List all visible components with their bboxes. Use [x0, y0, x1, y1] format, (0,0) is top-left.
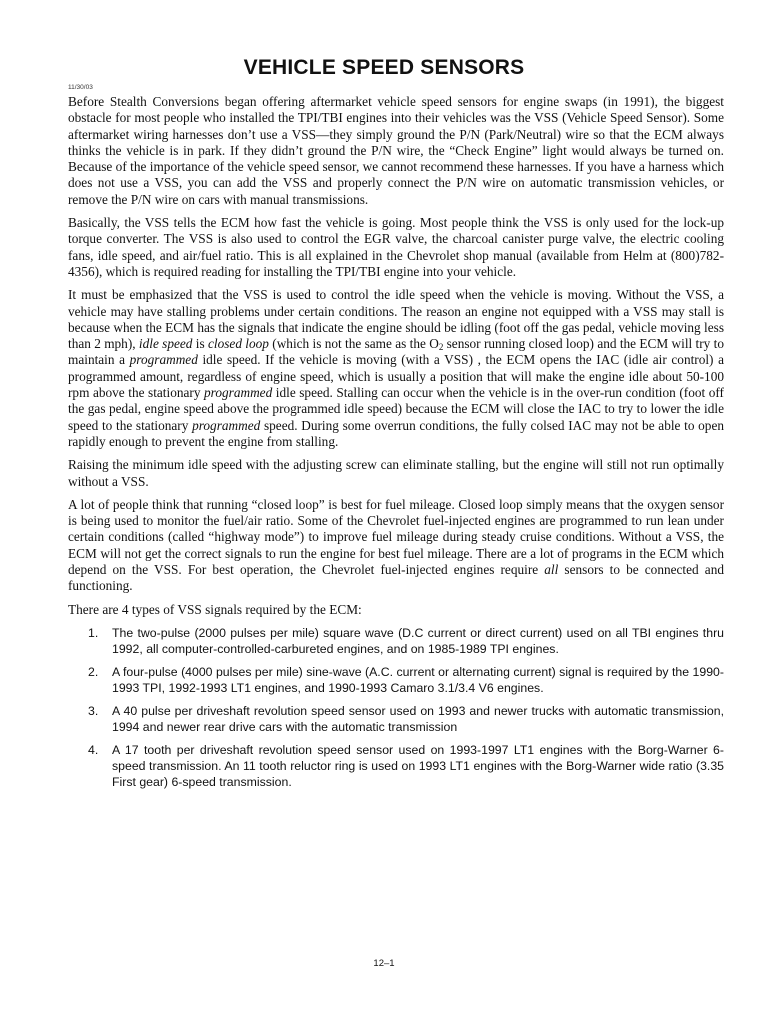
emphasis-text: all	[544, 562, 559, 578]
emphasis-text: programmed	[204, 385, 273, 401]
list-item	[68, 626, 724, 657]
text-run: is	[192, 336, 208, 352]
text-run: idle speed. If the vehicle is moving (with a VSS) , the ECM opens the IAC (idle air control) a programmed amount, regardless of engine speed, which is usually a position that will make the engine idle about 50-100 rpm above the stationary	[68, 352, 724, 401]
subscript-text: 2	[438, 342, 444, 353]
vss-types-list	[68, 626, 724, 790]
paragraph-idle-speed	[68, 287, 724, 450]
text-run: idle speed. Stalling can occur when the vehicle is in the over-run condition (foot off the gas pedal, engine speed above the programmed idle speed) because the ECM will close the IAC to try to lower the idle speed to the stationary	[68, 385, 724, 433]
text-run: (which is not the same as the O	[268, 336, 439, 352]
paragraph-raising-idle: Raising the minimum idle speed with the adjusting screw can eliminate stalling, but the engine will still not run optimally without a VSS.	[68, 457, 724, 489]
list-item	[68, 743, 724, 790]
list-number: 1.	[88, 625, 99, 640]
paragraph-vss-function: Basically, the VSS tells the ECM how fast the vehicle is going. Most people think the VSS is only used for the lock-up torque converter. The VSS is also used to control the EGR valve, the charcoal canister purge valve, the electric cooling fans, idle speed, and air/fuel ratio. This is all explained in the Chevrolet shop manual (available from Helm at (800)782-4356), which is required reading for installing the TPI/TBI engine into your vehicle.	[68, 215, 724, 279]
list-number: 2.	[88, 665, 99, 680]
list-number: 3.	[88, 704, 99, 719]
text-run: sensor running closed loop) and the ECM will try to maintain a	[68, 336, 724, 368]
text-run: A lot of people think that running “closed loop” is best for fuel mileage. Closed loop simply means that the oxygen sensor is being used to monitor the fuel/air ratio. Some of the Chevrolet fuel-injected engines are programmed to run lean under certain conditions (called “highway mode”) to improve fuel mileage during steady cruise conditions. Without a VSS, the ECM will not get the correct signals to run the engine for best fuel mileage. There are a lot of programs in the ECM which depend on the VSS. For best operation, the Chevrolet fuel-injected engines require	[68, 496, 724, 578]
list-item	[68, 704, 724, 735]
emphasis-text: idle speed	[138, 336, 193, 352]
emphasis-text: programmed	[192, 417, 261, 433]
text-run: speed. During some overrun conditions, the fully colsed IAC may not be able to open rapidly enough to prevent the engine from stalling.	[68, 417, 725, 449]
paragraph-list-intro: There are 4 types of VSS signals required by the ECM:	[68, 601, 362, 617]
emphasis-text: closed loop	[208, 336, 269, 352]
list-item	[68, 665, 724, 696]
list-number: 4.	[88, 743, 99, 758]
text-run: sensors to be connected and functioning.	[68, 562, 724, 594]
page-number: 12–1	[373, 958, 395, 969]
document-date: 11/30/03	[68, 84, 93, 91]
page-title: VEHICLE SPEED SENSORS	[243, 56, 525, 79]
list-item-text: A 17 tooth per driveshaft revolution speed sensor used on 1993-1997 LT1 engines with the Borg-Warner 6-speed transmission. An 11 tooth reluctor ring is used on 1993 LT1 engines with the Borg-Warner wide ratio (3.35 First gear) 6-speed transmission.	[112, 743, 724, 789]
text-run: It must be emphasized that the VSS is used to control the idle speed when the vehicle is moving. Without the VSS, a vehicle may have stalling problems under certain conditions. The reason an engine not equipped with a VSS may stall is because when the ECM has the signals that indicate the engine should be idling (foot off the gas pedal, vehicle moving less than 2 mph),	[68, 287, 724, 352]
list-item-text: The two-pulse (2000 pulses per mile) square wave (D.C current or direct current) used on all TBI engines thru 1992, all computer-controlled-carbureted engines, and on 1985-1989 TPI engines.	[112, 625, 724, 656]
emphasis-text: programmed	[129, 352, 198, 368]
list-item-text: A four-pulse (4000 pulses per mile) sine-wave (A.C. current or alternating current) signal is required by the 1990-1993 TPI, 1992-1993 LT1 engines, and 1990-1993 Camaro 3.1/3.4 V6 engines.	[112, 665, 724, 695]
paragraph-intro: Before Stealth Conversions began offering aftermarket vehicle speed sensors for engine swaps (in 1991), the biggest obstacle for most people who installed the TPI/TBI engines into their vehicles was the VSS (Vehicle Speed Sensor). Some aftermarket wiring harnesses don’t use a VSS—they simply ground the P/N (Park/Neutral) wire so that the ECM always thinks the vehicle is in park. If they didn’t ground the P/N wire, the “Check Engine” light would always be turned on. Because of the importance of the vehicle speed sensor, we cannot recommend these harnesses. If you have a harness which does not use a VSS, you can add the VSS and properly connect the P/N wire on automatic transmission vehicles, or remove the P/N wire on cars with manual transmissions.	[68, 94, 724, 207]
list-item-text: A 40 pulse per driveshaft revolution speed sensor used on 1993 and newer trucks with automatic transmission, 1994 and newer rear drive cars with the automatic transmission	[112, 704, 724, 734]
document-body	[68, 94, 724, 798]
paragraph-closed-loop	[68, 497, 724, 595]
